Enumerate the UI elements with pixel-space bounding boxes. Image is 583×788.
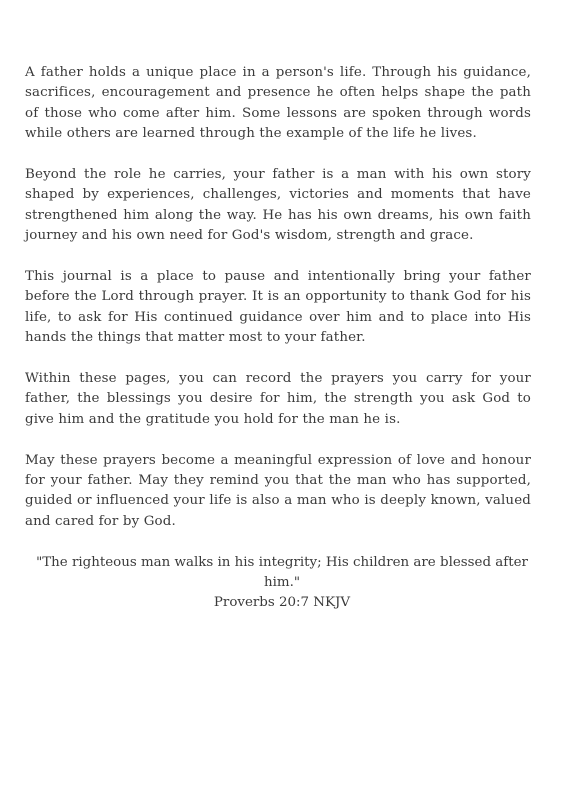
intro-paragraph-3: This journal is a place to pause and intentionally bring your father before the Lord through prayer. It is an opportunity to thank God for his life, to ask for His continued guidance over him and to place into His hands the things that matter most to your father.: [25, 269, 531, 346]
intro-paragraph-4: Within these pages, you can record the prayers you carry for your father, the blessings you desire for him, the strength you ask God to give him and the gratitude you hold for the man he is.: [25, 371, 531, 427]
scripture-quote: [25, 553, 531, 613]
quote-reference: Proverbs 20:7 NKJV: [213, 594, 351, 610]
intro-paragraph-2: Beyond the role he carries, your father is a man with his own story shaped by experiences, challenges, victories and moments that have strengthened him along the way. He has his own dreams, his own faith journey and his own need for God's wisdom, strength and grace.: [25, 167, 531, 244]
intro-paragraph-1: A father holds a unique place in a person's life. Through his guidance, sacrifices, encouragement and presence he often helps shape the path of those who come after him. Some lessons are spoken through words while others are learned through the example of the life he lives.: [25, 65, 531, 142]
intro-paragraph-5: May these prayers become a meaningful expression of love and honour for your father. May they remind you that the man who has supported, guided or influenced your life is also a man who is deeply known, valued and cared for by God.: [25, 452, 531, 529]
quote-text: "The righteous man walks in his integrity; His children are blessed after him.": [36, 554, 528, 590]
